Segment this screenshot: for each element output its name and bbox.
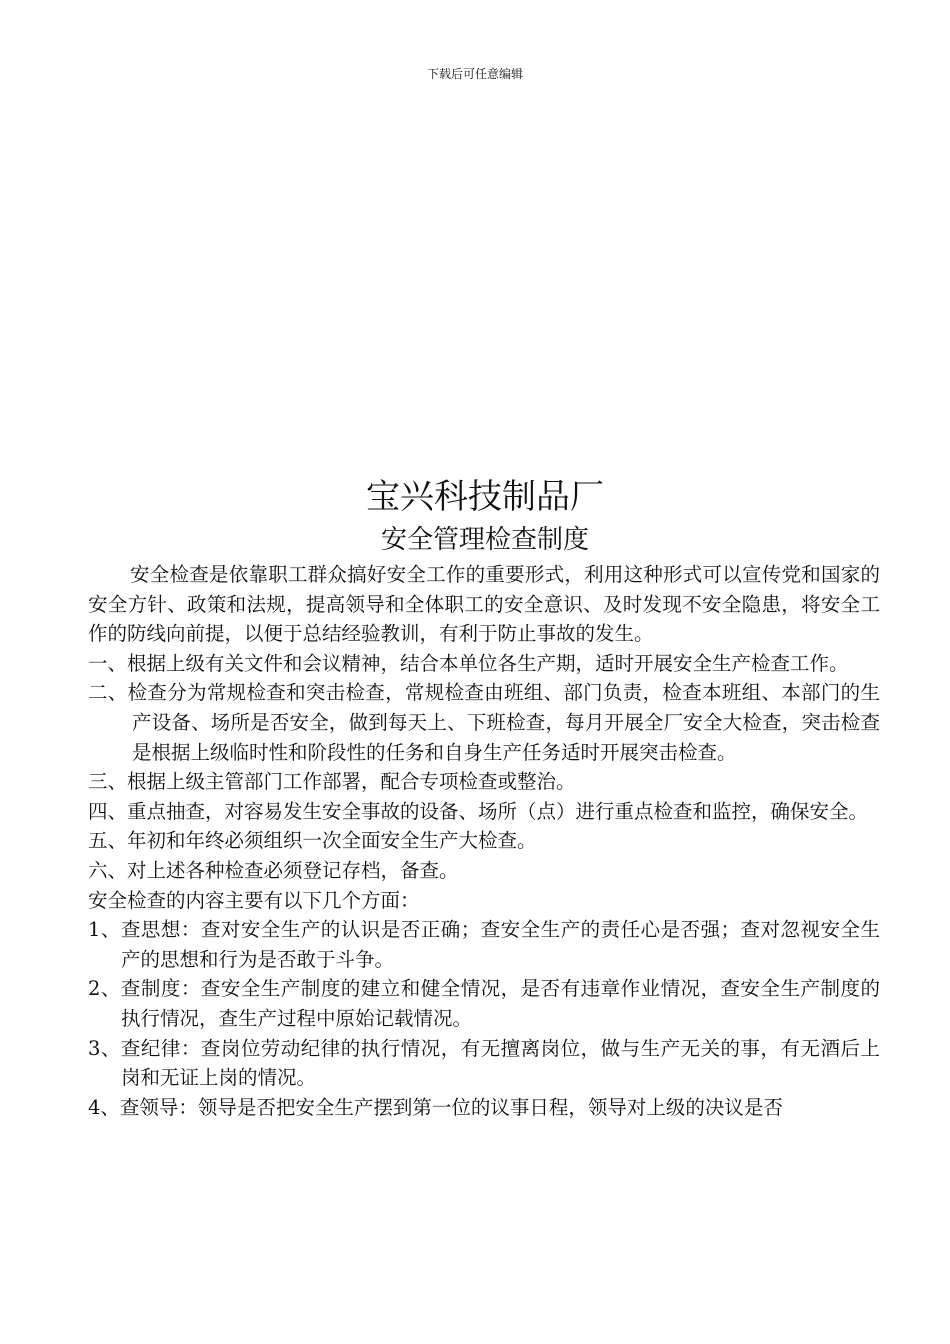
rule-item-5: 五、年初和年终必须组织一次全面安全生产大检查。 (88, 829, 537, 853)
content-item-2: 2、查制度：查安全生产制度的建立和健全情况，是否有违章作业情况，查安全生产制度的执行情况，查生产过程中原始记载情况。 (88, 977, 880, 1030)
rule-item-4: 四、重点抽查，对容易发生安全事故的设备、场所（点）进行重点检查和监控，确保安全。 (88, 799, 869, 823)
intro-paragraph: 安全检查是依靠职工群众搞好安全工作的重要形式，利用这种形式可以宣传党和国家的安全方针、政策和法规，提高领导和全体职工的安全意识、及时发现不安全隐患，将安全工作的防线向前提，以便于总结经验教训，有利于防止事故的发生。 (88, 563, 880, 646)
content-item-4: 4、查领导：领导是否把安全生产摆到第一位的议事日程，领导对上级的决议是否 (88, 1095, 783, 1119)
rule-item-3: 三、根据上级主管部门工作部署，配合专项检查或整治。 (88, 770, 576, 794)
document-subtitle: 安全管理检查制度 (380, 525, 589, 555)
document-body (88, 560, 880, 1122)
rule-item-1: 一、根据上级有关文件和会议精神，结合本单位各生产期，适时开展安全生产检查工作。 (88, 651, 849, 675)
content-heading: 安全检查的内容主要有以下几个方面： (88, 888, 420, 912)
rule-item-6: 六、对上述各种检查必须登记存档，备查。 (88, 858, 459, 882)
header-note: 下载后可任意编辑 (426, 67, 523, 81)
document-title: 宝兴科技制品厂 (366, 477, 604, 517)
rule-item-2: 二、检查分为常规检查和突击检查，常规检查由班组、部门负责，检查本班组、本部门的生产设备、场所是否安全，做到每天上、下班检查，每月开展全厂安全大检查，突击检查是根据上级临时性和阶段性的任务和自身生产任务适时开展突击检查。 (88, 681, 880, 764)
content-item-1: 1、查思想：查对安全生产的认识是否正确；查安全生产的责任心是否强；查对忽视安全生产的思想和行为是否敢于斗争。 (88, 918, 880, 971)
content-item-3: 3、查纪律：查岗位劳动纪律的执行情况，有无擅离岗位，做与生产无关的事，有无酒后上岗和无证上岗的情况。 (88, 1036, 880, 1090)
